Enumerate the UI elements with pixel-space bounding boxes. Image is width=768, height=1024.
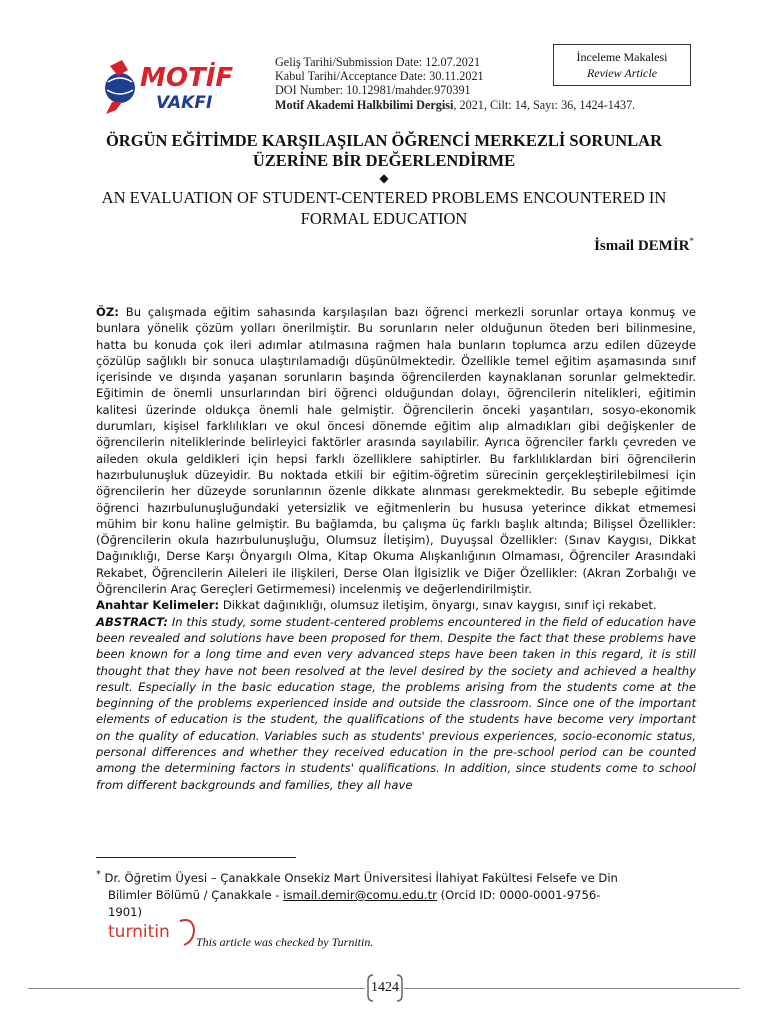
author-name (450, 236, 694, 255)
article-type-en: Review Article (586, 66, 658, 80)
abstract-en-text: In this study, some student-centered problems encountered in the field of education have been revealed and solutions have been proposed for them. Despite the fact that these problems have been known for a long time and even very advanced steps have been taken in this regard, it is still thought that they have not been resolved at the level desired by the society and achieved a healthy result. Especially in the basic education stage, the problems arising from the students come at the beginning of the problems experienced inside and outside the classroom. Since one of the important elements of education is the student, the qualifications of the students have become very important on the quality of education. Variables such as students' previous experiences, socio-economic status, personal differences and whether they received education in the pre-school period can be counted among the determining factors in students' qualifications. In addition, since students come to school from different backgrounds and families, they all have (96, 614, 696, 792)
abstract-section (96, 304, 696, 793)
title-turkish: ÖRGÜN EĞİTİMDE KARŞILAŞILAN ÖĞRENCİ MERKEZLİ SORUNLAR ÜZERİNE BİR DEĞERLENDİRME (105, 131, 663, 170)
logo-main-text: MOTİF (140, 63, 234, 93)
journal-citation (275, 98, 635, 112)
submission-date: Geliş Tarihi/Submission Date: 12.07.2021 (275, 55, 481, 69)
logo-sub-text: VAKFI (156, 93, 213, 113)
footnote-affiliation: Dr. Öğretim Üyesi – Çanakkale Onsekiz Mart Üniversitesi İlahiyat Fakültesi Felsefe ve Din (100, 870, 618, 885)
footnote-orcid: (Orcid ID: 0000-0001-9756- (436, 887, 601, 902)
turnitin-logo (108, 915, 198, 947)
abstract-en-label: ABSTRACT: (96, 614, 169, 629)
abstract-tr-text: Bu çalışmada eğitim sahasında karşılaşılan bazı öğrenci merkezli sorunlar ortaya konmuş ve bunlara yönelik çözüm yolları önerilmiştir. Bu sorunların neler olduğunun öteden beri bilinmesine, hatta bu konuda çok ileri adımlar atılmasına rağmen hala bunların toplumca arzu edilen düzeyde çözülüp sağlıklı bir sonuca ulaştırılamadığı düşünülmektedir. Özellikle temel eğitim aşamasında sınıf içerisinde ve dışında yaşanan sorunların başında öğrencilerden kaynaklanan sorunlar gelmektedir. Eğitimin de önemli unsurlarından biri öğrenci olduğundan dolayı, öğrencilerin nitelikleri, eğitimin kalitesi üzerinde oldukça önemli hale gelmiştir. Öğrencilerin önceki yaşantıları, sosyo-ekonomik durumları, kişisel farklılıkları ve okul öncesi dönemde eğitim alıp almadıkları gibi değişkenler de öğrencilerin niteliklerinde belirleyici faktörler arasında sayılabilir. Ayrıca öğrenciler farklı çevreden ve aileden okula geldikleri için hepsi farklı özelliklere sahiptirler. Bu farklılıklardan biri öğrencilerin hazırbulunuşluk düzeyidir. Bu noktada etkili bir eğitim-öğretim sürecinin gerçekleştirilebilmesi için öğrencilerin her düzeyde sorunlarının özenle dikkate alınması gerekmektedir. Bu sebeple eğitimde öğrenci hazırbulunuşluğundaki yetersizlik ve eğitmenlerin bu hususa yeterince dikkat etmemesi mühim bir konu haline gelmiştir. Bu bağlamda, bu çalışma üç farklı başlık altında; Bilişsel Özellikler: (Öğrencilerin okula hazırbulunuşluğu, Olumsuz İletişim), Duyuşsal Özellikler: (Sınav Kaygısı, Dikkat Dağınıklığı, Derse Karşı Önyargılı Olma, Kitap Okuma Alışkanlığının Olmaması, Öğrenciler Arasındaki Rekabet, Öğrencilerin Aileleri ile ilişkileri, Derse Olan İlgisizlik ve Diğer Özellikler: (Akran Zorbalığı ve Öğrencilerin Araç Gereçleri Getirmemesi) incelenmiş ve değerlendirilmiştir. (96, 305, 696, 597)
acceptance-date: Kabul Tarihi/Acceptance Date: 30.11.2021 (275, 69, 484, 84)
globe-figure-icon (105, 60, 135, 114)
article-type-box (553, 44, 691, 86)
keywords-tr-text: Dikkat dağınıklığı, olumsuz iletişim, önyargı, sınav kaygısı, sınıf içi rekabet. (219, 598, 657, 613)
author-email-link[interactable]: ismail.demir@comu.edu.tr (283, 887, 437, 902)
article-type-tr: İnceleme Makalesi (576, 50, 668, 64)
abstract-tr-label: ÖZ: (96, 305, 119, 319)
page-rule-left (28, 988, 365, 989)
footnote-department: Bilimler Bölümü / Çanakkale - (108, 887, 284, 902)
journal-volume: , 2021, Cilt: 14, Sayı: 36, 1424-1437. (453, 97, 636, 112)
turnitin-logo-text: turnitin (108, 922, 170, 942)
footnote-line-2 (96, 887, 696, 904)
page-number (366, 973, 404, 1003)
footnote-line-3: 1901) (108, 904, 143, 919)
diamond-separator-icon: ◆ (379, 171, 389, 185)
footnote-divider (96, 857, 296, 858)
keywords-tr-label: Anahtar Kelimeler: (96, 598, 220, 613)
title-english: AN EVALUATION OF STUDENT-CENTERED PROBLEMS ENCOUNTERED IN FORMAL EDUCATION (101, 188, 667, 228)
footnote-mark: * (96, 869, 101, 880)
author-footnote (96, 866, 696, 921)
footnote-line-1 (96, 866, 696, 887)
doi-number: DOI Number: 10.12981/mahder.970391 (275, 83, 471, 98)
keywords-turkish (96, 597, 696, 613)
author-footnote-mark: * (689, 236, 694, 246)
author-text: İsmail DEMİR (594, 238, 690, 254)
page-number-text: 1424 (371, 980, 399, 995)
page-rule-right (404, 988, 740, 989)
turnitin-note: This article was checked by Turnitin. (196, 935, 374, 949)
motif-vakfi-logo (100, 52, 250, 118)
journal-name: Motif Akademi Halkbilimi Dergisi (275, 97, 454, 112)
abstract-turkish (96, 304, 696, 597)
turnitin-swoosh-icon (180, 920, 194, 945)
abstract-english (96, 614, 696, 793)
